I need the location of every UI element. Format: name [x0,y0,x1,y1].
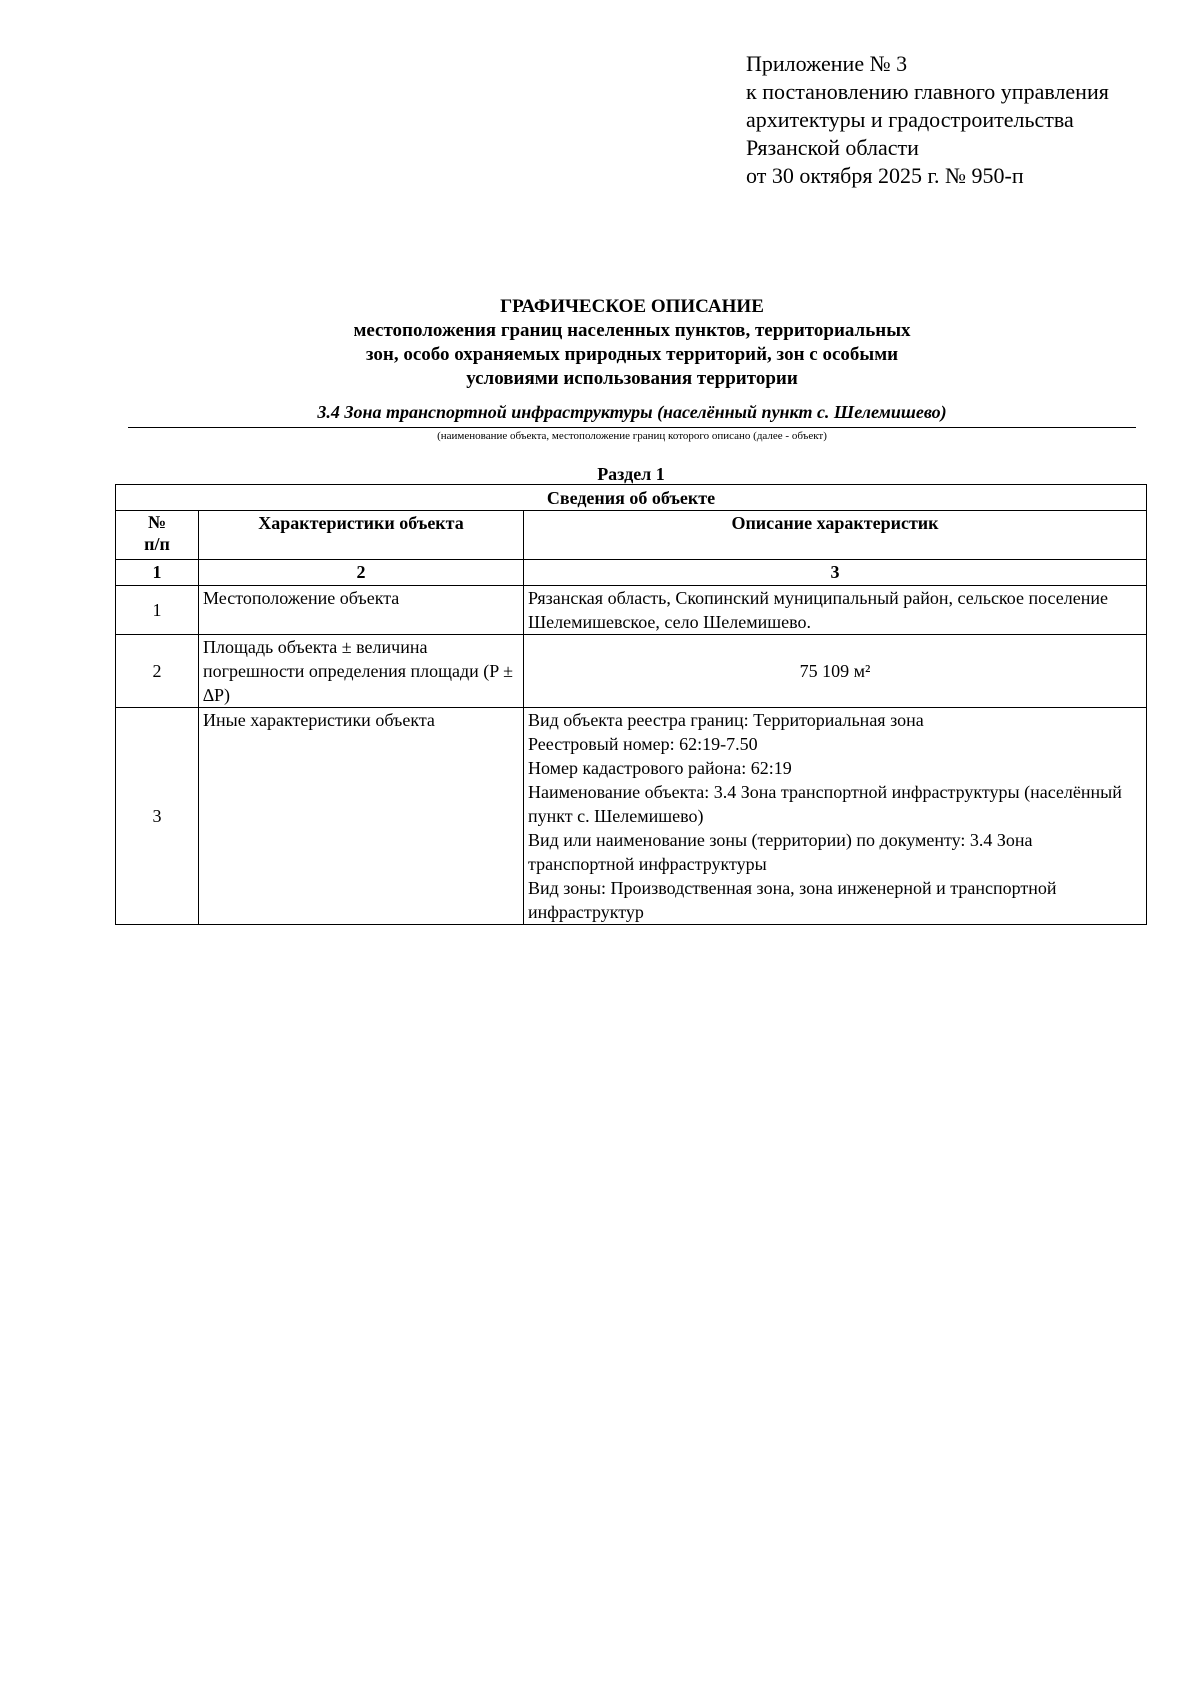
row-description [524,708,1147,925]
header-characteristic: Характеристики объекта [199,511,524,560]
row-characteristic: Местоположение объекта [199,586,524,635]
description-line: Вид зоны: Производственная зона, зона инженерной и транспортной инфраструктур [528,878,1057,922]
document-subtitle-line: местоположения границ населенных пунктов, территориальных [353,320,911,341]
header-num-line: № [147,512,167,532]
row-number: 3 [116,708,199,925]
description-line: 75 109 м² [799,661,871,681]
appendix-line: Рязанской области [746,135,919,160]
row-description [524,635,1147,708]
description-line: Реестровый номер: 62:19-7.50 [528,734,758,754]
row-characteristic: Площадь объекта ± величина погрешности определения площади (P ± ∆P) [199,635,524,708]
object-info-table [115,484,1147,925]
description-line: Номер кадастрового района: 62:19 [528,758,792,778]
document-title-block [128,295,1136,391]
row-characteristic: Иные характеристики объекта [199,708,524,925]
object-name-underline [128,427,1136,428]
document-subtitle-line: зон, особо охраняемых природных территорий, зон с особыми [365,344,899,365]
appendix-line: к постановлению главного управления [746,79,1109,104]
row-description [524,586,1147,635]
description-line: Наименование объекта: 3.4 Зона транспортной инфраструктуры (населённый пункт с. Шелемишево) [528,782,1122,826]
table-title: Сведения об объекте [116,485,1147,511]
index-cell: 2 [199,560,524,586]
description-line: Вид или наименование зоны (территории) по документу: 3.4 Зона транспортной инфраструктуры [528,830,1033,874]
object-name: 3.4 Зона транспортной инфраструктуры (населённый пункт с. Шелемишево) [317,402,947,422]
appendix-line: архитектуры и градостроительства [746,107,1074,132]
object-name-caption: (наименование объекта, местоположение границ которого описано (далее - объект) [437,430,827,442]
table-row [116,635,1147,708]
appendix-line: от 30 октября 2025 г. № 950-п [746,163,1024,188]
description-line: Вид объекта реестра границ: Территориальная зона [528,710,924,730]
header-num-line: п/п [144,534,170,554]
table-header-row [116,511,1147,560]
section-title: Раздел 1 [597,464,665,484]
table-index-row [116,560,1147,586]
appendix-line: Приложение № 3 [746,51,908,76]
header-num [116,511,199,560]
document-subtitle-line: условиями использования территории [466,368,798,389]
index-cell: 1 [116,560,199,586]
header-description: Описание характеристик [524,511,1147,560]
description-line: Рязанская область, Скопинский муниципальный район, сельское поселение Шелемишевское, село Шелемишево. [528,588,1108,632]
document-title: ГРАФИЧЕСКОЕ ОПИСАНИЕ [500,296,764,317]
row-number: 1 [116,586,199,635]
row-number: 2 [116,635,199,708]
index-cell: 3 [524,560,1147,586]
appendix-block [746,50,1109,190]
table-row [116,586,1147,635]
table-row [116,708,1147,925]
